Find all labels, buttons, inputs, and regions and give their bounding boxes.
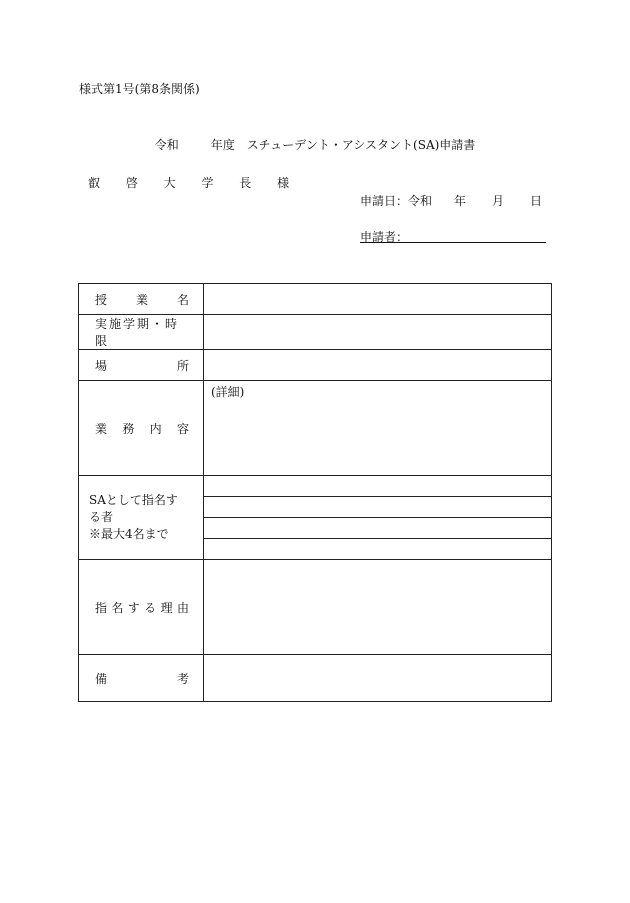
place-input[interactable] xyxy=(204,350,552,381)
date-label: 申請日：令和 xyxy=(360,194,433,208)
reason-char: す xyxy=(127,600,140,615)
row-place xyxy=(79,350,552,381)
duties-char: 務 xyxy=(122,421,135,436)
term-time-input[interactable] xyxy=(204,315,552,350)
duties-char: 業 xyxy=(95,421,108,436)
sa-label-line1: SAとして指名する者 xyxy=(89,493,178,524)
row-term-time xyxy=(79,315,552,350)
title-text: スチューデント・アシスタント(SA)申請書 xyxy=(246,138,476,152)
sa-nominee-input-3[interactable] xyxy=(204,518,552,539)
row-duties xyxy=(79,381,552,476)
duties-char: 容 xyxy=(176,421,189,436)
title-year-label: 年度 xyxy=(210,138,235,152)
course-name-label xyxy=(79,284,204,315)
term-time-label xyxy=(79,315,204,350)
place-label xyxy=(79,350,204,381)
reason-char: 名 xyxy=(111,600,124,615)
duties-input[interactable] xyxy=(204,381,552,476)
course-name-input[interactable] xyxy=(204,284,552,315)
row-reason xyxy=(79,560,552,655)
term-time-text: 実施学期・時限 xyxy=(95,317,180,348)
application-date xyxy=(360,192,542,209)
sa-nominee-label xyxy=(79,476,204,560)
addressee: 叡 啓 大 学 長 様 xyxy=(88,176,301,190)
application-form-table xyxy=(78,283,552,702)
duties-label xyxy=(79,381,204,476)
sa-nominee-input-4[interactable] xyxy=(204,539,552,560)
place-char: 場 xyxy=(95,358,108,373)
row-sa-nominee-1 xyxy=(79,476,552,497)
reason-label xyxy=(79,560,204,655)
duties-placeholder: (詳細) xyxy=(211,385,245,399)
applicant-field[interactable] xyxy=(360,228,546,243)
course-name-char: 授 xyxy=(95,292,108,307)
date-day: 日 xyxy=(530,194,543,208)
remarks-char: 備 xyxy=(95,671,108,686)
title-era: 令和 xyxy=(154,138,179,152)
reason-char: る xyxy=(144,600,157,615)
reason-input[interactable] xyxy=(204,560,552,655)
row-course-name xyxy=(79,284,552,315)
sa-nominee-input-1[interactable] xyxy=(204,476,552,497)
date-year: 年 xyxy=(454,194,467,208)
date-month: 月 xyxy=(492,194,505,208)
reason-char: 指 xyxy=(95,600,108,615)
course-name-char: 名 xyxy=(176,292,189,307)
applicant-label: 申請者： xyxy=(360,230,409,244)
sa-nominee-input-2[interactable] xyxy=(204,497,552,518)
document-title xyxy=(0,136,630,153)
form-number: 様式第1号(第8条関係) xyxy=(79,82,200,96)
sa-label-line2: ※最大4名まで xyxy=(89,527,169,541)
remarks-input[interactable] xyxy=(204,655,552,702)
reason-char: 由 xyxy=(176,600,189,615)
remarks-char: 考 xyxy=(176,671,189,686)
reason-char: 理 xyxy=(160,600,173,615)
row-remarks xyxy=(79,655,552,702)
place-char: 所 xyxy=(176,358,189,373)
remarks-label xyxy=(79,655,204,702)
course-name-char: 業 xyxy=(135,292,148,307)
duties-char: 内 xyxy=(149,421,162,436)
